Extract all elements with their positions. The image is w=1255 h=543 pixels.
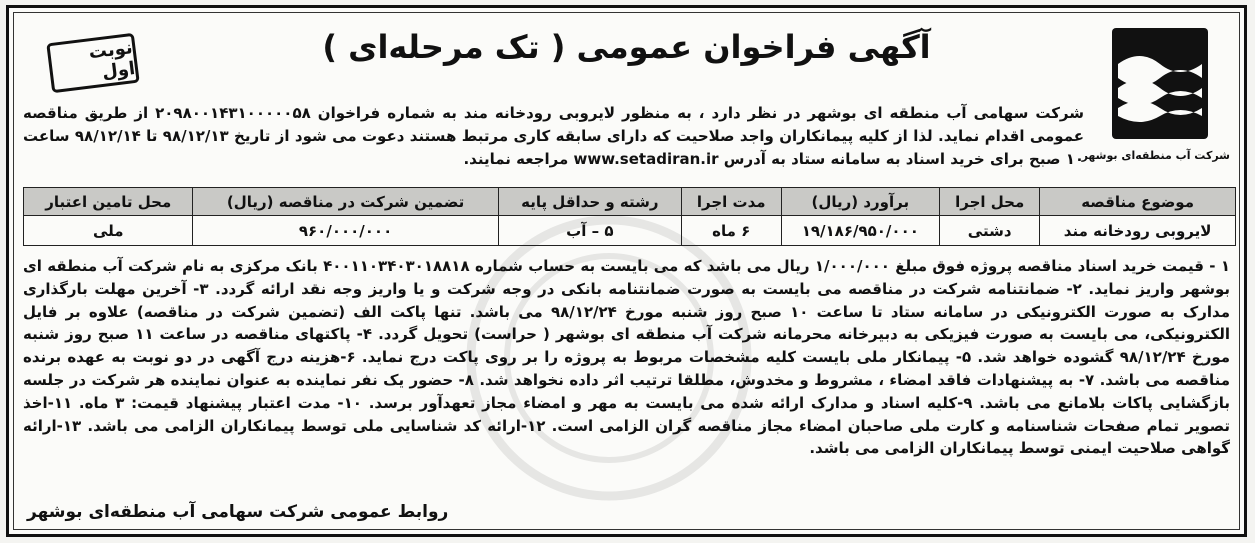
water-waves-logo-icon: [1110, 26, 1210, 141]
cell-subject: لایروبی رودخانه مند: [1040, 216, 1236, 246]
cell-funding: ملی: [24, 216, 193, 246]
cell-duration: ۶ ماه: [681, 216, 781, 246]
header-subject: موضوع مناقصه: [1040, 188, 1236, 216]
cell-field-grade: ۵ – آب: [498, 216, 681, 246]
header-estimate: برآورد (ریال): [781, 188, 940, 216]
cell-guarantee: ۹۶۰/۰۰۰/۰۰۰: [193, 216, 498, 246]
header-location: محل اجرا: [940, 188, 1040, 216]
page-title: آگهی فراخوان عمومی ( تک مرحله‌ای ): [322, 28, 931, 66]
tender-table: [23, 187, 1236, 246]
cell-location: دشتی: [940, 216, 1040, 246]
header-field-grade: رشته و حداقل پایه: [498, 188, 681, 216]
cell-estimate: ۱۹/۱۸۶/۹۵۰/۰۰۰: [781, 216, 940, 246]
terms-paragraph: ۱ - قیمت خرید اسناد مناقصه پروژه فوق مبلغ ۱/۰۰۰/۰۰۰ ریال می باشد که می بایست به حساب شماره ۴۰۰۱۱۰۳۴۰۳۰۱۸۸۱۸ بانک مرکزی به نام شرکت آب منطقه ای بوشهر واریز نماید. ۲- ضمانتنامه شرکت در مناقصه می بایست به صورت ضمانتنامه بانکی در وجه شرکت و یا واریز وجه نقد ارائه گردد. ۳- آخرین مهلت بارگذاری مدارک به صورت الکترونیکی در سامانه ستاد تا ساعت ۱۰ صبح روز شنبه مورخ ۹۸/۱۲/۲۴ می باشد. تنها پاکت الف (تضمین شرکت در مناقصه) علاوه بر فایل الکترونیکی، می بایست به صورت فیزیکی به دبیرخانه محرمانه شرکت آب منطقه ای بوشهر ( حراست) تحویل گردد. ۴- پاکتهای مناقصه در ساعت ۱۱ صبح روز شنبه مورخ ۹۸/۱۲/۲۴ گشوده خواهد شد. ۵- پیمانکار ملی بایست کلیه مشخصات مربوط به پروژه را بر روی پاکت درج نماید. ۶-هزینه درج آگهی در دو نوبت به عهده برنده مناقصه می باشد. ۷- به پیشنهادات فاقد امضاء ، مشروط و مخدوش، مطلقا ترتیب اثر داده نخواهد شد. ۸- حضور یک نفر نماینده به عنوان نماینده هر شرکت در جلسه بازگشایی پاکات بلامانع می باشد. ۹-کلیه اسناد و مدارک ارائه شده می بایست به مهر و امضاء مجاز تعهدآور برسد. ۱۰- مدت اعتبار پیشنهاد قیمت: ۳ ماه. ۱۱-اخذ تصویر تمام صفحات شناسنامه و کارت ملی صاحبان امضاء مجاز مناقصه گران الزامی است. ۱۲-ارائه کد شناسایی ملی توسط پیمانکاران الزامی می باشد. ۱۳-ارائه گواهی صلاحیت ایمنی توسط پیمانکاران الزامی می باشد.: [23, 257, 1231, 458]
public-relations-signature: روابط عمومی شرکت سهامی آب منطقه‌ای بوشهر: [27, 502, 449, 522]
header-guarantee: تضمین شرکت در مناقصه (ریال): [193, 188, 498, 216]
notice-frame: [6, 5, 1247, 537]
intro-paragraph: شرکت سهامی آب منطقه ای بوشهر در نظر دارد ، به منظور لایروبی رودخانه مند به شماره فراخوان ۲۰۹۸۰۰۱۴۳۱۰۰۰۰۰۵۸ از طریق مناقصه عمومی اقدام نماید. لذا از کلیه پیمانکاران واجد صلاحیت که دارای سابقه کاری مرتبط هستند دعوت می شود از تاریخ ۹۸/۱۲/۱۳ تا ۹۸/۱۲/۱۴ ساعت ۱۰ صبح برای خرید اسناد به سامانه ستاد به آدرس www.setadiran.ir مراجعه نمایند.: [23, 104, 1085, 168]
company-logo: [1081, 26, 1230, 176]
table-row: [24, 216, 1236, 246]
tender-table-header-row: [24, 188, 1236, 216]
first-round-stamp: نوبت اول: [46, 33, 139, 93]
header-funding: محل تامین اعتبار: [24, 188, 193, 216]
logo-caption: شرکت آب منطقه‌ای بوشهر: [1081, 149, 1230, 162]
header-duration: مدت اجرا: [681, 188, 781, 216]
